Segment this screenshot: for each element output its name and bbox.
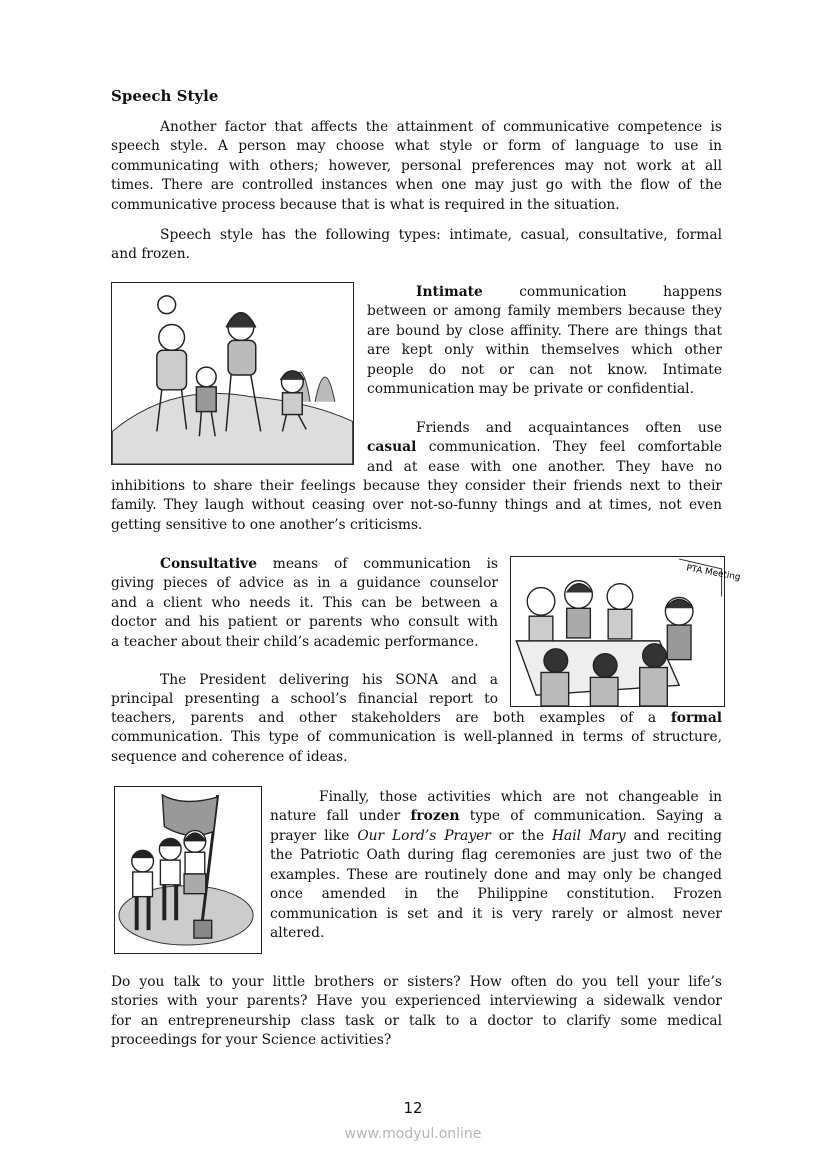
text-segment: doctor and his patient or parents who consult with <box>111 614 498 631</box>
italic-title: Our Lord’s Prayer <box>357 827 491 844</box>
bold-term: Consultative <box>160 556 257 572</box>
text-segment: altered. <box>270 925 325 942</box>
flag-ceremony-illustration <box>114 786 262 954</box>
text-segment: people do not or can not know. Intimate <box>367 361 722 378</box>
text-segment: are kept only within themselves which other <box>367 342 722 359</box>
text-segment: giving pieces of advice as in a guidance counselor <box>111 575 498 592</box>
page-number: 12 <box>403 1099 423 1117</box>
text-line <box>270 846 722 865</box>
text-line <box>111 574 498 593</box>
text-line <box>160 671 498 690</box>
family-illustration <box>111 282 354 465</box>
text-segment: speech style. A person may choose what style or form of language to use in <box>111 138 722 155</box>
text-segment: principal presenting a school’s financial report to <box>111 691 498 708</box>
bold-term: frozen <box>410 808 460 825</box>
text-segment: examples. These are routinely done and may only be changed <box>270 866 722 883</box>
pta-meeting-drawing <box>511 557 742 706</box>
bold-term: casual <box>367 439 417 456</box>
text-line <box>416 283 722 302</box>
text-line <box>160 555 498 574</box>
text-segment: communication. This type of communication is well-planned in terms of structure, <box>111 729 722 746</box>
text-line <box>367 438 722 457</box>
text-line <box>270 807 722 826</box>
watermark: www.modyul.online <box>344 1126 482 1142</box>
text-segment: a teacher about their child’s academic performance. <box>111 633 479 650</box>
text-segment: Speech style has the following types: intimate, casual, consultative, formal <box>160 227 722 243</box>
flag-ceremony-drawing <box>115 787 261 953</box>
text-line <box>111 176 722 195</box>
text-segment: stories with your parents? Have you experienced interviewing a sidewalk vendor <box>111 993 722 1010</box>
text-line <box>111 633 498 652</box>
section-heading: Speech Style <box>111 87 219 105</box>
text-line <box>111 709 722 728</box>
text-segment: Another factor that affects the attainment of communicative competence is <box>160 119 722 135</box>
text-line <box>367 322 722 341</box>
text-line <box>111 1012 722 1031</box>
text-segment: the Patriotic Oath during flag ceremonies are just two of the <box>270 847 722 864</box>
text-segment: are bound by close affinity. There are things that <box>367 322 722 339</box>
text-line <box>270 905 722 924</box>
text-segment: Friends and acquaintances often use <box>416 420 722 436</box>
text-segment: teachers, parents and other stakeholders are both examples of a <box>111 710 671 726</box>
text-line <box>111 690 498 709</box>
text-line <box>111 992 722 1011</box>
text-line <box>111 516 722 535</box>
text-line <box>270 924 722 943</box>
text-line <box>111 748 722 767</box>
text-line <box>367 341 722 360</box>
text-line <box>111 196 722 215</box>
text-segment: inhibitions to share their feelings because they consider their friends next to their <box>111 478 722 494</box>
text-line <box>270 866 722 885</box>
text-segment: proceedings for your Science activities? <box>111 1032 392 1049</box>
text-segment: and frozen. <box>111 246 191 263</box>
text-segment: type of communication. Saying a <box>459 808 723 825</box>
pta-meeting-illustration <box>510 556 742 707</box>
text-segment: sequence and coherence of ideas. <box>111 748 348 765</box>
text-line <box>367 458 722 477</box>
text-segment: or the <box>490 827 552 844</box>
text-line <box>416 419 722 438</box>
bold-term: formal <box>670 710 722 726</box>
text-line <box>111 496 722 515</box>
text-segment: for an entrepreneurship class task or talk to a doctor to clarify some medical <box>111 1012 722 1029</box>
text-segment: getting sensitive to one another’s criticisms. <box>111 516 423 533</box>
text-segment: and reciting <box>625 827 722 844</box>
pta-sign-text: PTA Meeting <box>685 563 742 583</box>
text-line <box>367 361 722 380</box>
text-line <box>270 885 722 904</box>
bold-term: Intimate <box>416 284 483 300</box>
text-line <box>160 118 722 137</box>
text-segment: prayer like <box>270 827 358 844</box>
text-line <box>111 245 722 264</box>
text-line <box>111 477 722 496</box>
text-segment: Finally, those activities which are not changeable in <box>319 789 722 805</box>
text-line <box>111 613 498 632</box>
italic-title: Hail Mary <box>552 827 626 844</box>
text-segment: The President delivering his SONA and a <box>160 672 498 688</box>
text-segment: communication happens <box>482 284 722 300</box>
text-line <box>111 157 722 176</box>
text-segment: between or among family members because they <box>367 303 722 320</box>
text-segment: family. They laugh without ceasing over not-so-funny things and at times, not even <box>111 497 722 514</box>
text-segment: means of communication is <box>256 556 498 572</box>
text-line <box>319 788 722 807</box>
text-segment: once amended in the Philippine constitution. Frozen <box>270 886 722 903</box>
text-segment: and a client who needs it. This can be between a <box>111 594 498 611</box>
text-segment: and at ease with one another. They have no <box>367 458 722 475</box>
text-segment: communicating with others; however, personal preferences may not work at all <box>111 157 722 174</box>
text-segment: communication is set and it is very rarely or almost never <box>270 905 722 922</box>
text-line <box>111 1031 722 1050</box>
family-drawing <box>112 283 353 464</box>
text-segment: times. There are controlled instances when one may just go with the flow of the <box>111 177 722 194</box>
text-line <box>160 226 722 245</box>
text-line <box>367 302 722 321</box>
text-line <box>111 137 722 156</box>
text-line <box>111 594 498 613</box>
text-segment: nature fall under <box>270 808 411 825</box>
text-segment: communication. They feel comfortable <box>416 439 722 456</box>
text-line <box>111 973 722 992</box>
text-line <box>111 728 722 747</box>
text-segment: communicative process because that is what is required in the situation. <box>111 196 620 213</box>
text-line <box>270 827 722 846</box>
text-segment: communication may be private or confidential. <box>367 381 694 398</box>
text-line <box>367 380 722 399</box>
text-segment: Do you talk to your little brothers or sisters? How often do you tell your life’s <box>111 974 722 990</box>
